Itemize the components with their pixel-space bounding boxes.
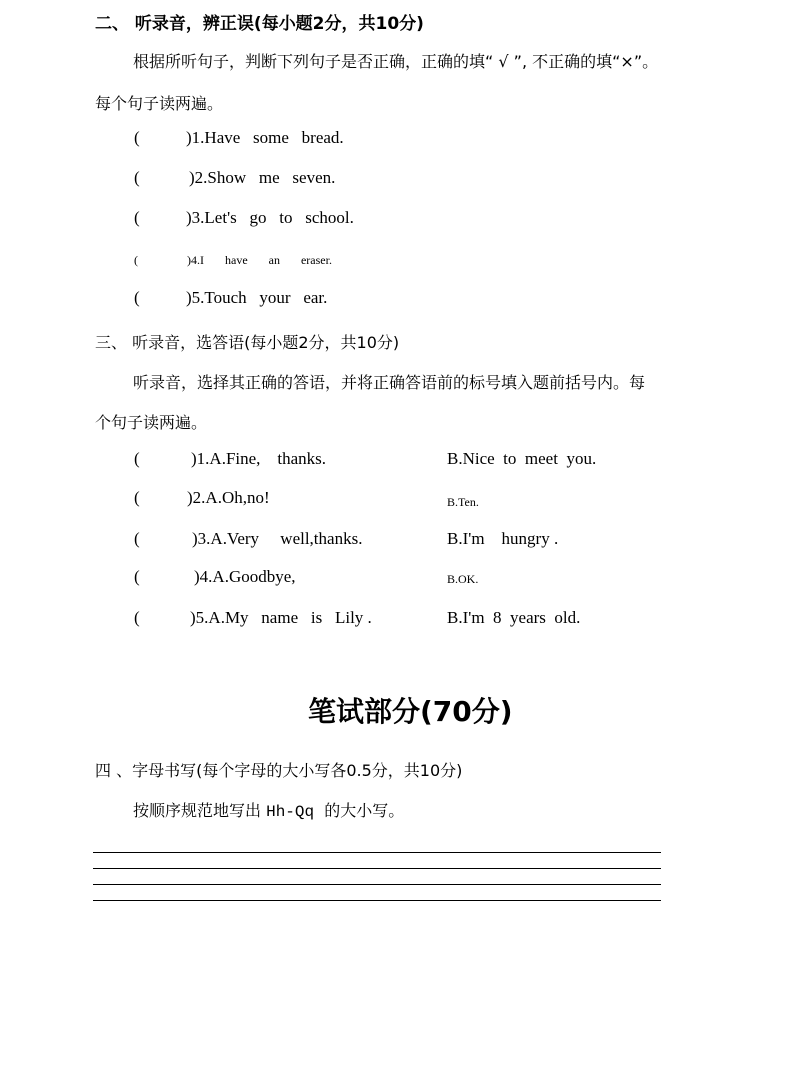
section3-item-3-paren[interactable]: ( (134, 529, 140, 548)
section2-instruction-line1: 根据所听句子，判断下列句子是否正确，正确的填“ √ ”, 不正确的填“×”。 (133, 52, 659, 71)
section3-item-3-option-b: B.I'm hungry . (447, 529, 559, 548)
section2-item-3-text: )3.Let's go to school. (186, 208, 354, 227)
section3-item-2-option-b: B.Ten. (447, 495, 479, 509)
section2-item-4-text: )4.I have an eraser. (187, 253, 332, 267)
section3-title: 三、 听录音，选答语(每小题2分，共10分) (95, 333, 400, 352)
section2-item-1-text: )1.Have some bread. (186, 128, 344, 147)
section2-title: 二、 听录音，辨正误(每小题2分，共10分) (95, 14, 424, 34)
section3-item-5-option-a: )5.A.My name is Lily . (190, 608, 372, 627)
section4-instruction-code: Hh-Qq (266, 803, 315, 821)
section3-item-4-option-b: B.OK. (447, 572, 479, 586)
writing-line[interactable] (93, 868, 661, 869)
writing-line[interactable] (93, 900, 661, 901)
section2-item-2-paren[interactable]: ( (134, 168, 140, 187)
section3-item-5-option-b: B.I'm 8 years old. (447, 608, 581, 627)
section4-instruction-post: 的大小写。 (314, 801, 405, 820)
section3-item-1-paren[interactable]: ( (134, 449, 140, 468)
writing-line[interactable] (93, 884, 661, 885)
section2-item-5-paren[interactable]: ( (134, 288, 140, 307)
section3-item-4-option-a: )4.A.Goodbye, (194, 567, 296, 586)
writing-line[interactable] (93, 852, 661, 853)
section2-item-4-paren[interactable]: ( (134, 253, 138, 267)
section3-item-5-paren[interactable]: ( (134, 608, 140, 627)
section3-item-3-option-a: )3.A.Very well,thanks. (192, 529, 363, 548)
section4-instruction (133, 798, 404, 821)
section3-item-1-option-b: B.Nice to meet you. (447, 449, 597, 468)
section2-item-3-paren[interactable]: ( (134, 208, 140, 227)
section3-item-2-option-a: )2.A.Oh,no! (187, 488, 270, 507)
section3-instruction-line2: 个句子读两遍。 (95, 413, 208, 432)
section3-item-2-paren[interactable]: ( (134, 488, 140, 507)
section3-item-1-option-a: )1.A.Fine, thanks. (191, 449, 327, 468)
section3-item-4-paren[interactable]: ( (134, 567, 140, 586)
written-section-title: 笔试部分(70分) (308, 695, 513, 728)
section4-instruction-pre: 按顺序规范地写出 (133, 801, 267, 820)
section2-item-1-paren[interactable]: ( (134, 128, 140, 147)
section2-item-5-text: )5.Touch your ear. (186, 288, 328, 307)
section2-item-2-text: )2.Show me seven. (189, 168, 336, 187)
section2-instruction-line2: 每个句子读两遍。 (95, 94, 224, 113)
section4-title: 四 、字母书写(每个字母的大小写各0.5分，共10分) (95, 761, 463, 780)
section3-instruction-line1: 听录音，选择其正确的答语，并将正确答语前的标号填入题前括号内。每 (133, 373, 646, 392)
